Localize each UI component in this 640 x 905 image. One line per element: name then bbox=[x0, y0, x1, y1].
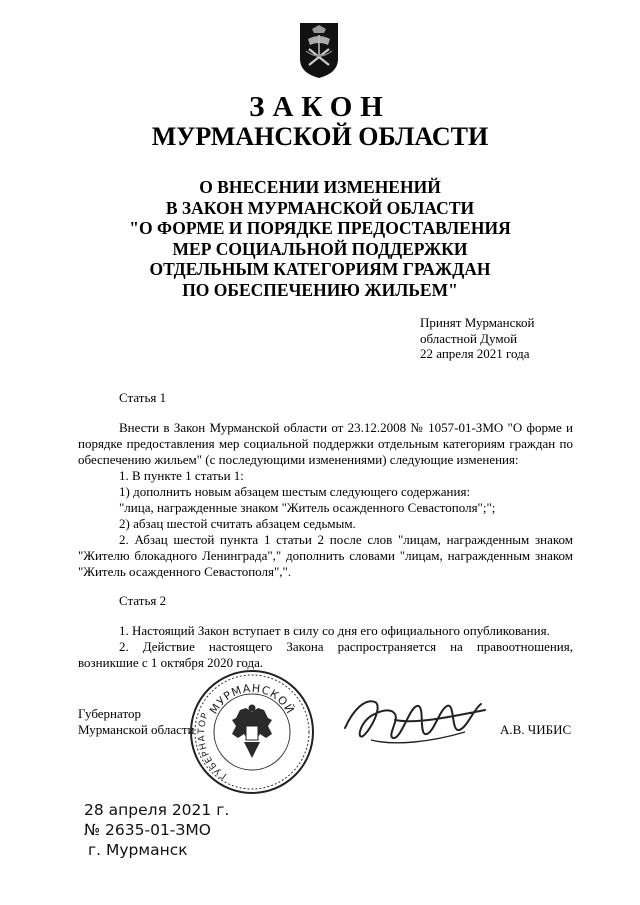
coat-of-arms-icon bbox=[298, 21, 340, 79]
subject-line: МЕР СОЦИАЛЬНОЙ ПОДДЕРЖКИ bbox=[172, 238, 468, 259]
article-2-item-2-line: возникшие с 1 октября 2020 года. bbox=[78, 655, 264, 670]
article-1-item-2-line: "Жителю блокадного Ленинграда"," дополнить словами "лицам, награжденным знаком bbox=[78, 548, 573, 563]
signer-position: Губернатор bbox=[78, 706, 141, 721]
law-subject-title bbox=[0, 177, 640, 300]
article-2-heading: Статья 2 bbox=[119, 593, 167, 608]
svg-text:ГУБЕРНАТОР bbox=[197, 711, 229, 780]
signing-date: 28 апреля 2021 г. bbox=[84, 801, 230, 819]
article-1-quote: "лица, награжденные знаком "Житель осажденного Севастополя";"; bbox=[119, 500, 496, 515]
adoption-line: Принят Мурманской bbox=[420, 315, 535, 330]
article-1-subitem-2: 2) абзац шестой считать абзацем седьмым. bbox=[119, 516, 356, 531]
subject-line: "О ФОРМЕ И ПОРЯДКЕ ПРЕДОСТАВЛЕНИЯ bbox=[129, 218, 511, 238]
subject-line: ПО ОБЕСПЕЧЕНИЮ ЖИЛЬЕМ" bbox=[182, 279, 458, 300]
adoption-line: областной Думой bbox=[420, 330, 518, 346]
article-1-paragraph-line: Внести в Закон Мурманской области от 23.12.2008 № 1057-01-ЗМО "О форме и bbox=[119, 420, 573, 435]
article-2-item-2-line: 2. Действие настоящего Закона распространяется на правоотношения, bbox=[119, 639, 573, 654]
seal-text-top: МУРМАНСКОЙ bbox=[207, 681, 297, 717]
adoption-note bbox=[420, 315, 535, 362]
article-1-subitem-1: 1) дополнить новым абзацем шестым следующего содержания: bbox=[119, 484, 471, 499]
subject-line: О ВНЕСЕНИИ ИЗМЕНЕНИЙ bbox=[199, 177, 441, 197]
adoption-date: 22 апреля 2021 года bbox=[420, 346, 530, 361]
article-1-item-2-line: "Житель осажденного Севастополя",". bbox=[78, 564, 292, 579]
handwritten-signature bbox=[335, 680, 495, 755]
article-1-heading: Статья 1 bbox=[119, 390, 167, 405]
signer-name: А.В. ЧИБИС bbox=[500, 722, 572, 737]
article-1-paragraph-line: обеспечению жильем" (с последующими изменениями) следующие изменения: bbox=[78, 452, 519, 467]
region-title: МУРМАНСКОЙ ОБЛАСТИ bbox=[151, 122, 489, 151]
article-1-paragraph-line: порядке предоставления мер социальной поддержки отдельным категориям граждан по bbox=[78, 436, 573, 451]
subject-line: ОТДЕЛЬНЫМ КАТЕГОРИЯМ ГРАЖДАН bbox=[149, 259, 491, 279]
article-2-item-1: 1. Настоящий Закон вступает в силу со дня его официального опубликования. bbox=[119, 623, 550, 638]
article-1-item-2-line: 2. Абзац шестой пункта 1 статьи 2 после слов "лицам, награжденным знаком bbox=[119, 532, 573, 547]
signer-region: Мурманской области bbox=[78, 722, 195, 737]
law-number: № 2635-01-ЗМО bbox=[84, 821, 211, 839]
article-1-item-1: 1. В пункте 1 статьи 1: bbox=[119, 468, 244, 483]
official-seal-icon bbox=[188, 668, 316, 796]
signing-city: г. Мурманск bbox=[88, 841, 188, 859]
subject-line: В ЗАКОН МУРМАНСКОЙ ОБЛАСТИ bbox=[165, 197, 475, 218]
seal-text-left: ГУБЕРНАТОР bbox=[197, 711, 229, 781]
law-title: ЗАКОН bbox=[249, 91, 391, 123]
double-headed-eagle-icon bbox=[232, 705, 272, 759]
